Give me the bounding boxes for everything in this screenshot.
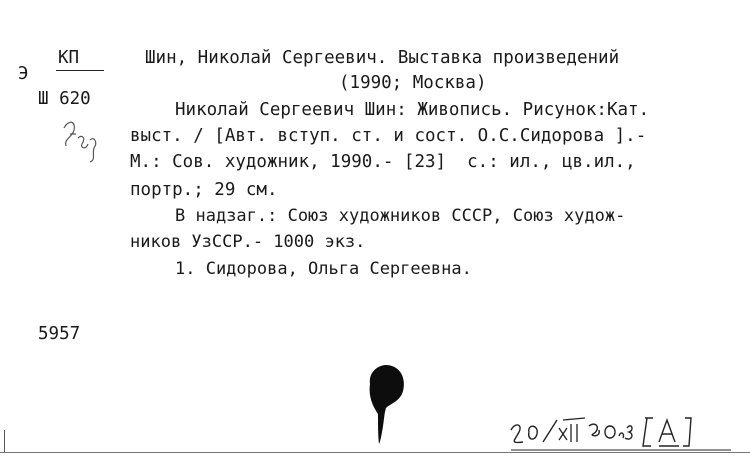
note-line: ников УзССР.- 1000 экз. [130, 232, 366, 252]
card-left-edge [4, 430, 5, 452]
body-line: выст. / [Авт. вступ. ст. и сост. О.С.Сидорова ].- [130, 126, 647, 146]
handwritten-code [60, 116, 106, 166]
handwritten-date [505, 412, 737, 452]
class-number-top: КП [58, 48, 80, 68]
card-bottom-edge [0, 452, 750, 453]
class-divider [56, 70, 104, 71]
title-line: Николай Сергеевич Шин: Живопись. Рисунок:Кат. [175, 100, 650, 120]
ink-blot [362, 362, 410, 444]
heading-line-2: (1990; Москва) [339, 73, 487, 93]
class-prefix: Э [18, 64, 29, 84]
heading-line: Шин, Николай Сергеевич. Выставка произведений [145, 48, 620, 68]
inventory-number: 5957 [38, 324, 81, 344]
tracing-line: 1. Сидорова, Ольга Сергеевна. [175, 259, 472, 279]
class-number-bottom: Ш 620 [38, 89, 91, 109]
note-line: В надзаг.: Союз художников СССР, Союз худож- [175, 206, 626, 226]
body-line: М.: Сов. художник, 1990.- [23] с.: ил., цв.ил., [130, 152, 636, 172]
body-line: портр.; 29 см. [130, 180, 278, 200]
